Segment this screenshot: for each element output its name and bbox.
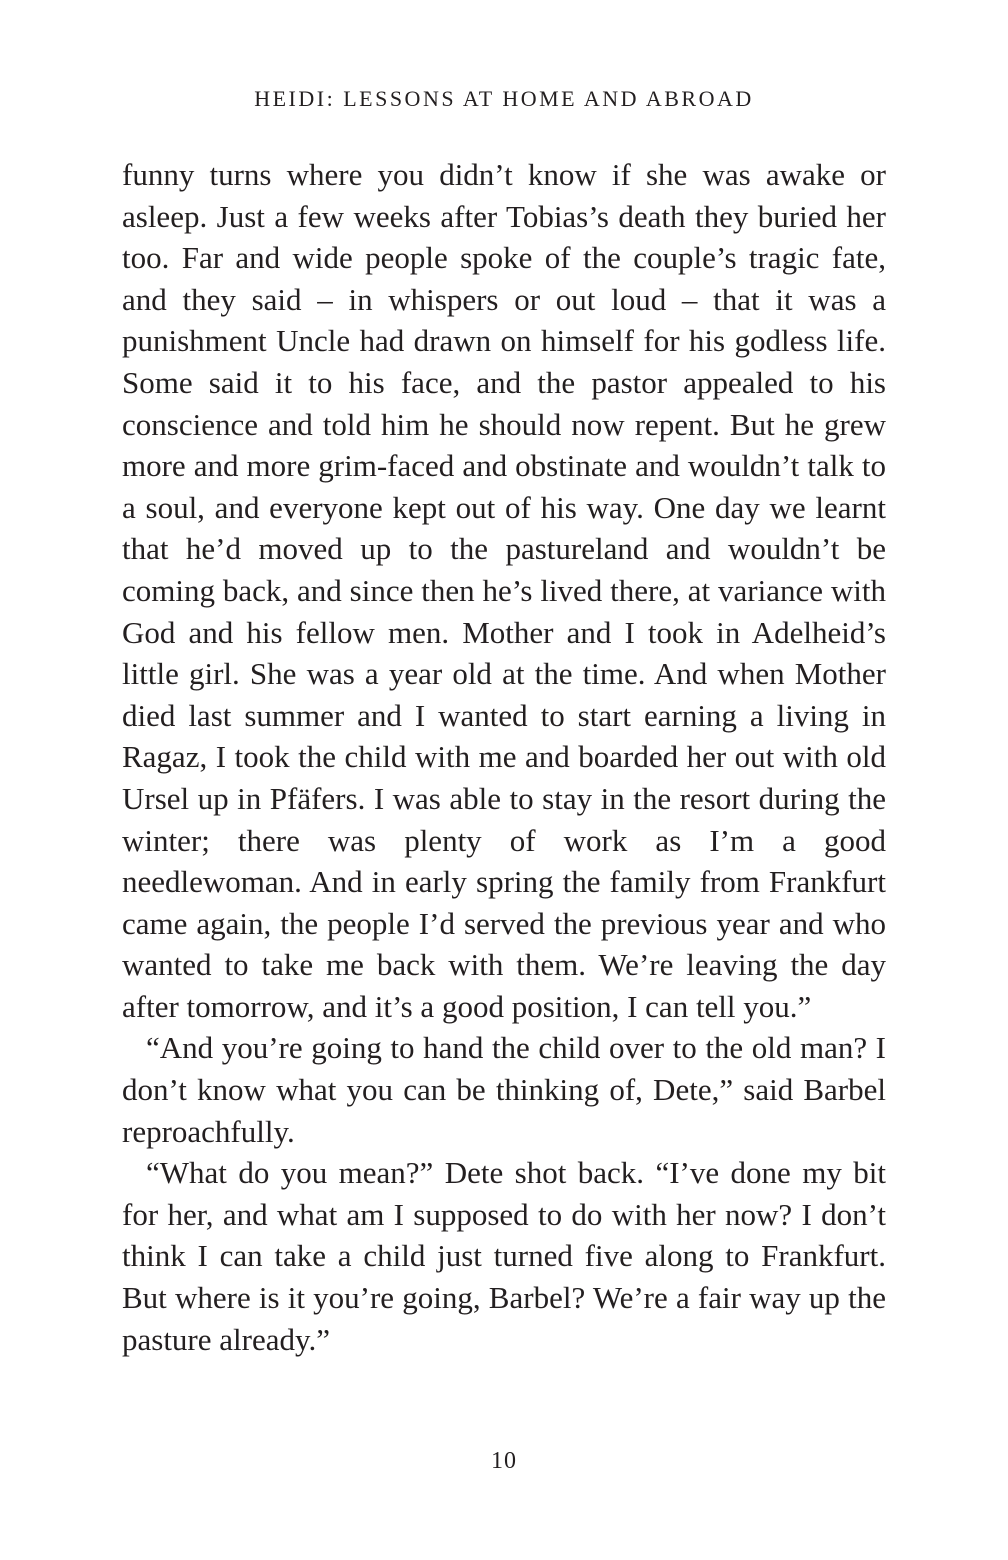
paragraph-continuation: funny turns where you didn’t know if she was awake or asleep. Just a few weeks after Tobias’s death they buried her too. Far and wide people spoke of the couple’s tragic fate, and they said – in whispers or out loud – that it was a punishment Uncle had drawn on himself for his godless life. Some said it to his face, and the pastor appealed to his conscience and told him he should now repent. But he grew more and more grim-faced and obstinate and wouldn’t talk to a soul, and everyone kept out of his way. One day we learnt that he’d moved up to the pastureland and wouldn’t be coming back, and since then he’s lived there, at variance with God and his fellow men. Mother and I took in Adelheid’s little girl. She was a year old at the time. And when Mother died last summer and I wanted to start earning a living in Ragaz, I took the child with me and boarded her out with old Ursel up in Pfäfers. I was able to stay in the resort during the winter; there was plenty of work as I’m a good needlewoman. And in early spring the family from Frankfurt came again, the people I’d served the previous year and who wanted to take me back with them. We’re leaving the day after tomorrow, and it’s a good position, I can tell you.” xyxy=(122,157,886,1024)
paragraph-barbel-question: “And you’re going to hand the child over to the old man? I don’t know what you can be thinking of, Dete,” said Barbel reproachfully. xyxy=(122,1030,886,1149)
paragraph-dete-reply: “What do you mean?” Dete shot back. “I’ve done my bit for her, and what am I supposed to do with her now? I don’t think I can take a child just turned five along to Frankfurt. But where is it you’re going, Barbel? We’re a fair way up the pasture already.” xyxy=(122,1155,886,1357)
running-head: HEIDI: LESSONS AT HOME AND ABROAD xyxy=(254,86,754,111)
body-text xyxy=(122,154,886,1360)
page-number: 10 xyxy=(491,1448,517,1474)
